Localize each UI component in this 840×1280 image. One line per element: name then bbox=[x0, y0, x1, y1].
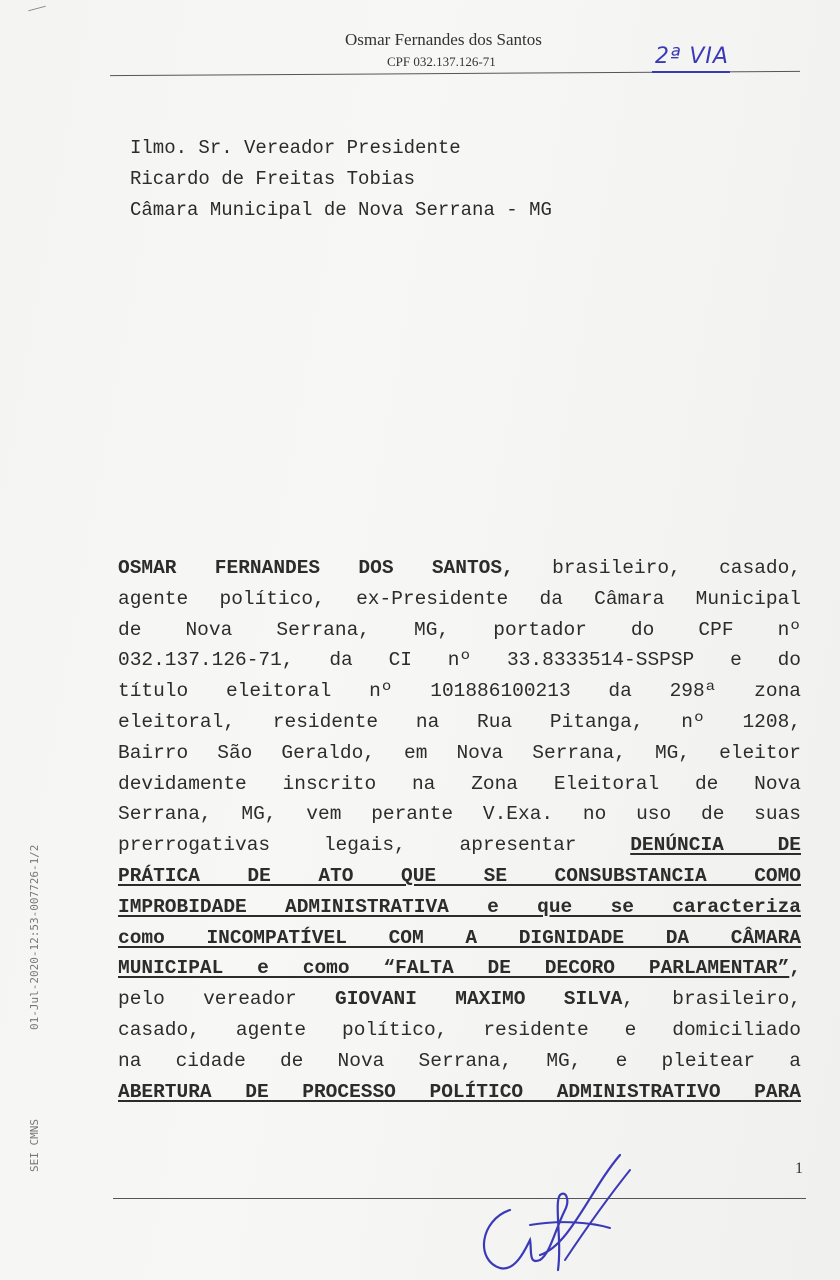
body-line: agente político, ex-Presidente da Câmara Municipal bbox=[118, 587, 801, 610]
denuncia-heading: DENÚNCIA DE bbox=[630, 834, 801, 857]
body-line: Bairro São Geraldo, em Nova Serrana, MG, eleitor bbox=[118, 741, 801, 764]
body-line: prerrogativas legais, apresentar DENÚNCIA DE bbox=[118, 834, 801, 857]
corner-mark bbox=[28, 6, 46, 12]
complainant-name: OSMAR FERNANDES DOS SANTOS, bbox=[118, 557, 514, 579]
body-line: título eleitoral nº 101886100213 da 298ª zona bbox=[118, 680, 801, 703]
body-line-underlined: ABERTURA DE PROCESSO POLÍTICO ADMINISTRATIVO PARA bbox=[118, 1080, 801, 1103]
addressee-institution: Câmara Municipal de Nova Serrana - MG bbox=[130, 199, 552, 221]
handwritten-via-note: 2ª VIA bbox=[655, 44, 729, 69]
body-line-underlined: PRÁTICA DE ATO QUE SE CONSUBSTANCIA COMO bbox=[118, 864, 801, 887]
body-line: OSMAR FERNANDES DOS SANTOS, brasileiro, casado, bbox=[118, 557, 802, 579]
accused-name: GIOVANI MAXIMO SILVA bbox=[335, 988, 623, 1011]
handwritten-signature bbox=[470, 1150, 640, 1278]
addressee-block bbox=[130, 133, 552, 226]
addressee-title: Ilmo. Sr. Vereador Presidente bbox=[130, 137, 461, 159]
body-line-underlined: IMPROBIDADE ADMINISTRATIVA e que se caracteriza bbox=[118, 895, 801, 918]
body-line: eleitoral, residente na Rua Pitanga, nº 1208, bbox=[118, 710, 801, 733]
office-stamp: SEI CMNS bbox=[28, 1119, 41, 1172]
body-line: pelo vereador GIOVANI MAXIMO SILVA, brasileiro, bbox=[118, 988, 802, 1011]
body-line-underlined: como INCOMPATÍVEL COM A DIGNIDADE DA CÂMARA bbox=[118, 926, 801, 949]
letterhead-name: Osmar Fernandes dos Santos bbox=[345, 30, 542, 49]
footer-rule bbox=[113, 1198, 806, 1199]
body-line: na cidade de Nova Serrana, MG, e pleitear a bbox=[118, 1049, 801, 1072]
protocol-stamp: 01-Jul-2020-12:53-007726-1/2 bbox=[28, 844, 41, 1030]
page-number: 1 bbox=[795, 1160, 803, 1177]
body-line: de Nova Serrana, MG, portador do CPF nº bbox=[118, 618, 801, 641]
body-line: 032.137.126-71, da CI nº 33.8333514-SSPSP e do bbox=[118, 649, 801, 672]
via-note-underline bbox=[652, 71, 730, 73]
body-line: MUNICIPAL e como “FALTA DE DECORO PARLAMENTAR”, bbox=[118, 957, 801, 980]
body-line: Serrana, MG, vem perante V.Exa. no uso de suas bbox=[118, 803, 801, 826]
addressee-name: Ricardo de Freitas Tobias bbox=[130, 168, 416, 190]
body-line: devidamente inscrito na Zona Eleitoral de Nova bbox=[118, 772, 801, 795]
complaint-paragraph bbox=[118, 553, 801, 1107]
letterhead-cpf: CPF 032.137.126-71 bbox=[387, 54, 496, 69]
body-line: casado, agente político, residente e domiciliado bbox=[118, 1018, 801, 1041]
